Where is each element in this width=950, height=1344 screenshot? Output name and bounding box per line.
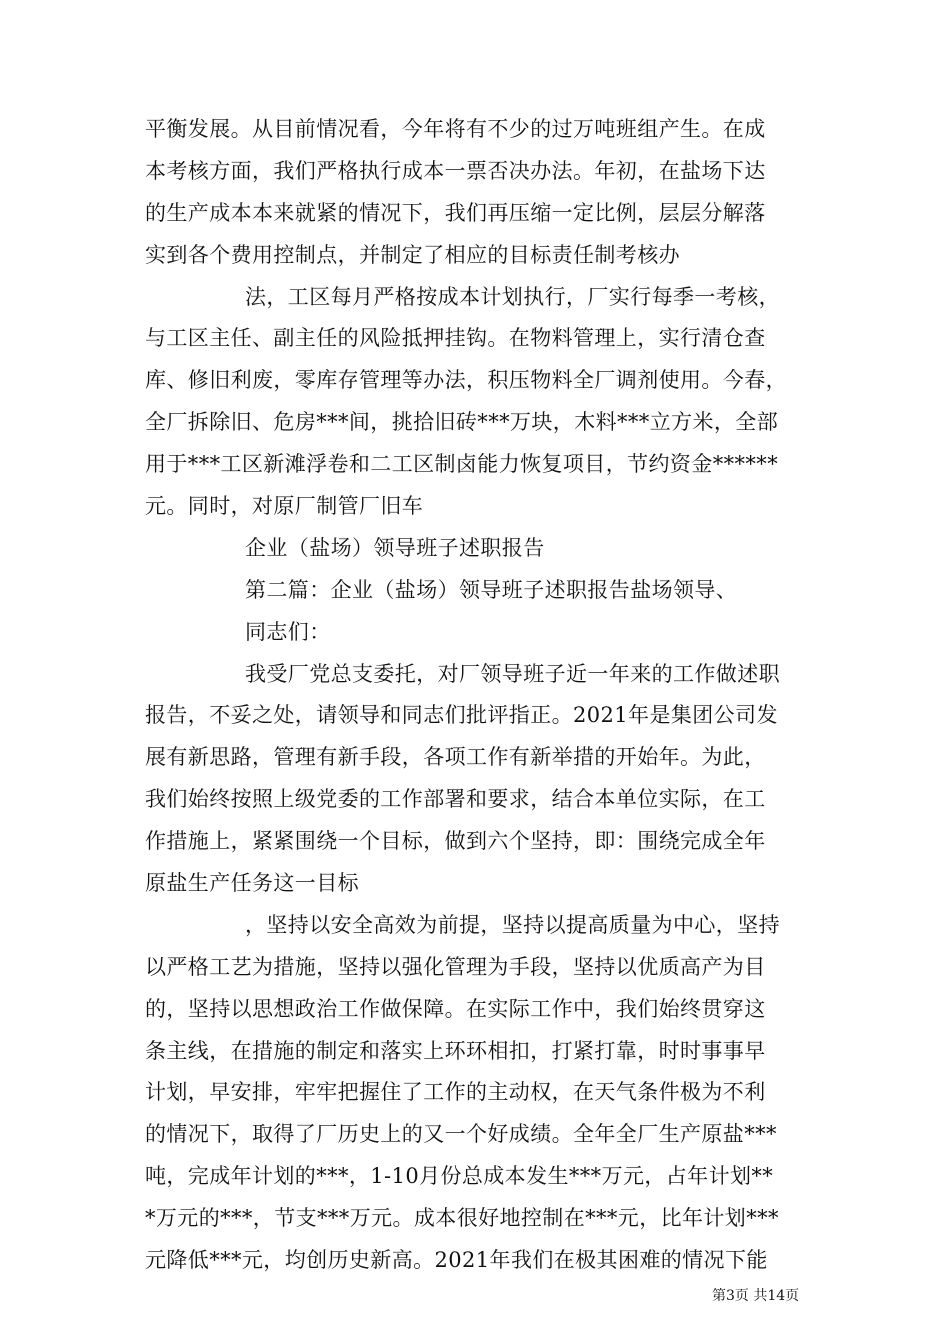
text-line: 库、修旧利废，零库存管理等办法，积压物料全厂调剂使用。今春， [145, 368, 787, 392]
text-line: 全厂拆除旧、危房***间，挑拾旧砖***万块，木料***立方米，全部 [145, 410, 779, 434]
text-line: 吨，完成年计划的***，1-10月份总成本发生***万元，占年计划** [145, 1164, 774, 1188]
text-line: 条主线，在措施的制定和落实上环环相扣，打紧打靠，时时事事早 [145, 1039, 766, 1063]
text-line: 用于***工区新滩浮卷和二工区制卤能力恢复项目，节约资金****** [145, 452, 779, 476]
text-line: 报告，不妥之处，请领导和同志们批评指正。2021年是集团公司发 [145, 703, 778, 727]
text-line: 的，坚持以思想政治工作做保障。在实际工作中，我们始终贯穿这 [145, 997, 766, 1021]
chapter-heading: 第二篇：企业（盐场）领导班子述职报告盐场领导、 [245, 578, 738, 602]
text-line: 我们始终按照上级党委的工作部署和要求，结合本单位实际，在工 [145, 787, 766, 811]
text-line: 作措施上，紧紧围绕一个目标，做到六个坚持，即：围绕完成全年 [145, 829, 766, 853]
text-line: 原盐生产任务这一目标 [145, 871, 359, 895]
text-line: 我受厂党总支委托，对厂领导班子近一年来的工作做述职 [245, 662, 780, 686]
text-line: 实到各个费用控制点，并制定了相应的目标责任制考核办 [145, 243, 680, 267]
salutation: 同志们： [245, 620, 331, 644]
page-number: 第3页 共14页 [712, 1288, 800, 1304]
text-line: 本考核方面，我们严格执行成本一票否决办法。年初，在盐场下达 [145, 159, 766, 183]
text-line: 展有新思路，管理有新手段，各项工作有新举措的开始年。为此， [145, 745, 766, 769]
text-line: *万元的***，节支***万元。成本很好地控制在***元，比年计划*** [145, 1206, 779, 1230]
text-line: 计划，早安排，牢牢把握住了工作的主动权，在天气条件极为不利 [145, 1080, 766, 1104]
text-line: 的情况下，取得了厂历史上的又一个好成绩。全年全厂生产原盐*** [145, 1122, 777, 1146]
text-line: 以严格工艺为措施，坚持以强化管理为手段，坚持以优质高产为目 [145, 955, 766, 979]
text-line: 的生产成本本来就紧的情况下，我们再压缩一定比例，层层分解落 [145, 201, 766, 225]
text-line: 与工区主任、副主任的风险抵押挂钩。在物料管理上，实行清仓查 [145, 326, 766, 350]
text-line: 元。同时，对原厂制管厂旧车 [145, 494, 424, 518]
section-title: 企业（盐场）领导班子述职报告 [245, 536, 545, 560]
text-line: ，坚持以安全高效为前提，坚持以提高质量为中心，坚持 [245, 913, 780, 937]
text-line: 平衡发展。从目前情况看，今年将有不少的过万吨班组产生。在成 [145, 117, 766, 141]
text-line: 法，工区每月严格按成本计划执行，厂实行每季一考核， [245, 285, 780, 309]
text-line: 元降低***元，均创历史新高。2021年我们在极其困难的情况下能 [145, 1248, 768, 1272]
